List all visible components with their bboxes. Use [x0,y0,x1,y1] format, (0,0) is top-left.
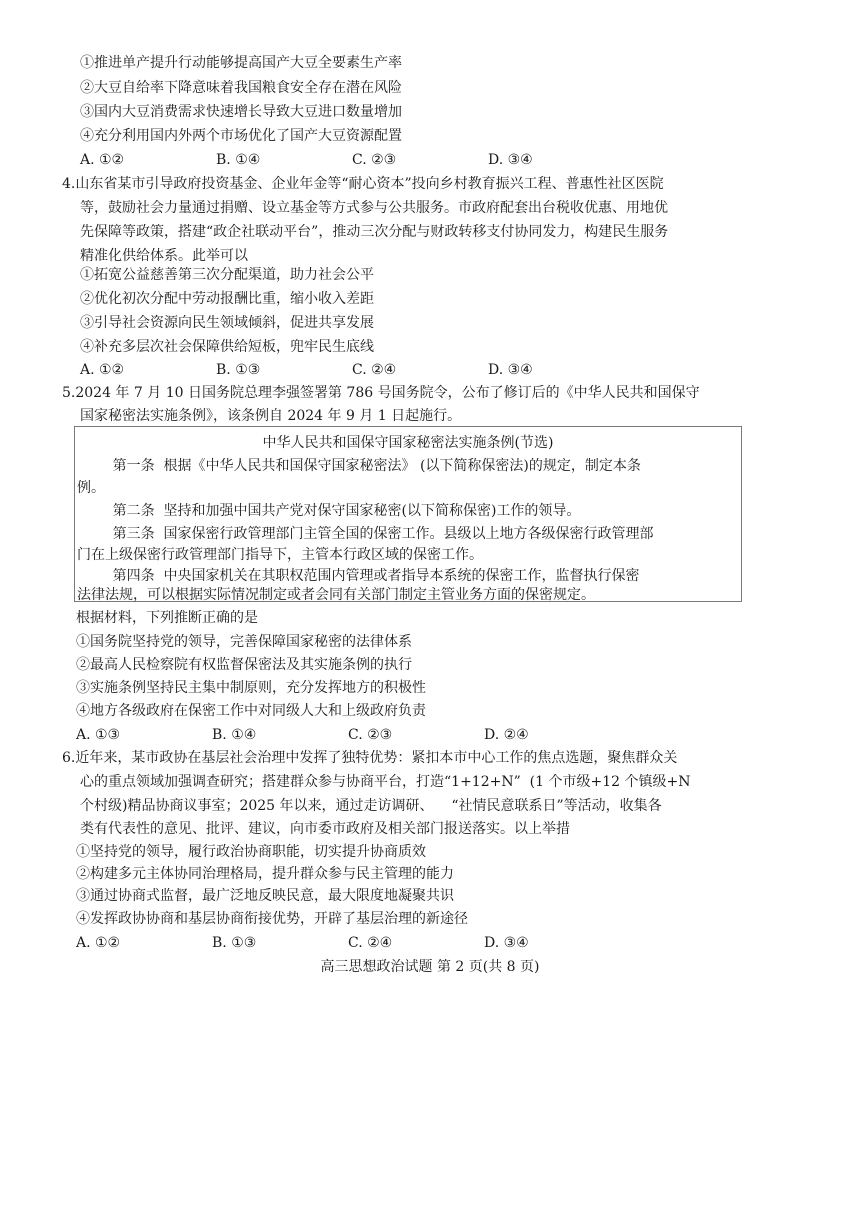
q6-option-a: A. ①② [76,935,121,951]
q4-option-c: C. ②④ [352,362,397,378]
excerpt-box [74,426,742,602]
q5-option-c: C. ②③ [348,727,393,743]
q6-option-d: D. ③④ [484,935,529,951]
q4-option-b: B. ①③ [216,362,261,378]
q3-option-a: A. ①② [80,152,125,168]
q4-stem-line-1: 4.山东省某市引导政府投资基金、企业年金等“耐心资本”投向乡村教育振兴工程、普惠性社区医院 [62,176,664,192]
q6-statement-1: ①坚持党的领导，履行政治协商职能，切实提升协商质效 [76,844,426,860]
excerpt-title: 中华人民共和国保守国家秘密法实施条例(节选) [262,435,554,451]
q5-statement-4: ④地方各级政府在保密工作中对同级人大和上级政府负责 [76,703,426,719]
q6-statement-4: ④发挥政协协商和基层协商衔接优势，开辟了基层治理的新途径 [76,911,468,927]
excerpt-line-6: 第四条 中央国家机关在其职权范围内管理或者指导本系统的保密工作，监督执行保密 [77,568,640,584]
q6-statement-2: ②构建多元主体协同治理格局，提升群众参与民主管理的能力 [76,866,454,882]
q3-statement-3: ③国内大豆消费需求快速增长导致大豆进口数量增加 [80,104,402,120]
page-footer: 高三思想政治试题 第 2 页(共 8 页) [320,959,540,975]
q4-stem-line-4: 精准化供给体系。此举可以 [80,248,248,264]
q5-stem-line-1: 5.2024 年 7 月 10 日国务院总理李强签署第 786 号国务院令，公布了修订后的《中华人民共和国保守 [62,385,700,401]
q6-option-b: B. ①③ [212,935,257,951]
excerpt-line-7: 法律法规，可以根据实际情况制定或者会同有关部门制定主管业务方面的保密规定。 [77,587,595,603]
q5-stem-line-2: 国家秘密法实施条例》，该条例自 2024 年 9 月 1 日起施行。 [80,408,462,424]
q5-option-d: D. ②④ [484,727,529,743]
q3-statement-4: ④充分利用国内外两个市场优化了国产大豆资源配置 [80,128,402,144]
q5-lead: 根据材料，下列推断正确的是 [76,610,258,626]
q4-statement-3: ③引导社会资源向民生领域倾斜，促进共享发展 [80,315,374,331]
excerpt-line-5: 门在上级保密行政管理部门指导下，主管本行政区域的保密工作。 [77,547,483,563]
q3-option-b: B. ①④ [216,152,261,168]
q5-option-a: A. ①③ [76,727,121,743]
q6-option-c: C. ②④ [348,935,393,951]
q6-stem-line-4: 类有代表性的意见、批评、建议，向市委市政府及相关部门报送落实。以上举措 [80,821,570,837]
q4-statement-1: ①拓宽公益慈善第三次分配渠道，助力社会公平 [80,267,374,283]
q6-stem-line-3: 个村级)精品协商议事室；2025 年以来，通过走访调研、 “社情民意联系日”等活动，收集各 [80,798,662,814]
q4-stem-line-3: 先保障等政策，搭建“政企社联动平台”，推动三次分配与财政转移支付协同发力，构建民生服务 [80,224,669,240]
q3-statement-2: ②大豆自给率下降意味着我国粮食安全存在潜在风险 [80,80,402,96]
q4-option-a: A. ①② [80,362,125,378]
q4-stem-line-2: 等，鼓励社会力量通过捐赠、设立基金等方式参与公共服务。市政府配套出台税收优惠、用地优 [80,200,668,216]
excerpt-line-3: 第二条 坚持和加强中国共产党对保守国家秘密(以下简称保密)工作的领导。 [77,503,581,519]
q5-statement-1: ①国务院坚持党的领导，完善保障国家秘密的法律体系 [76,634,412,650]
q4-statement-2: ②优化初次分配中劳动报酬比重，缩小收入差距 [80,291,374,307]
q6-statement-3: ③通过协商式监督，最广泛地反映民意，最大限度地凝聚共识 [76,888,454,904]
excerpt-line-4: 第三条 国家保密行政管理部门主管全国的保密工作。县级以上地方各级保密行政管理部 [77,526,654,542]
q5-statement-2: ②最高人民检察院有权监督保密法及其实施条例的执行 [76,657,412,673]
q6-stem-line-2: 心的重点领域加强调查研究；搭建群众参与协商平台，打造“1+12+N” (1 个市级+12 个镇级+N [80,774,691,790]
q4-statement-4: ④补充多层次社会保障供给短板，兜牢民生底线 [80,339,374,355]
q4-option-d: D. ③④ [488,362,533,378]
q3-option-d: D. ③④ [488,152,533,168]
q5-option-b: B. ①④ [212,727,257,743]
q3-option-c: C. ②③ [352,152,397,168]
q5-statement-3: ③实施条例坚持民主集中制原则，充分发挥地方的积极性 [76,680,426,696]
q6-stem-line-1: 6.近年来，某市政协在基层社会治理中发挥了独特优势：紧扣本市中心工作的焦点选题，聚焦群众关 [62,750,678,766]
q3-statement-1: ①推进单产提升行动能够提高国产大豆全要素生产率 [80,55,402,71]
excerpt-line-1: 第一条 根据《中华人民共和国保守国家秘密法》 (以下简称保密法)的规定，制定本条 [77,458,641,474]
excerpt-line-2: 例。 [77,480,105,496]
